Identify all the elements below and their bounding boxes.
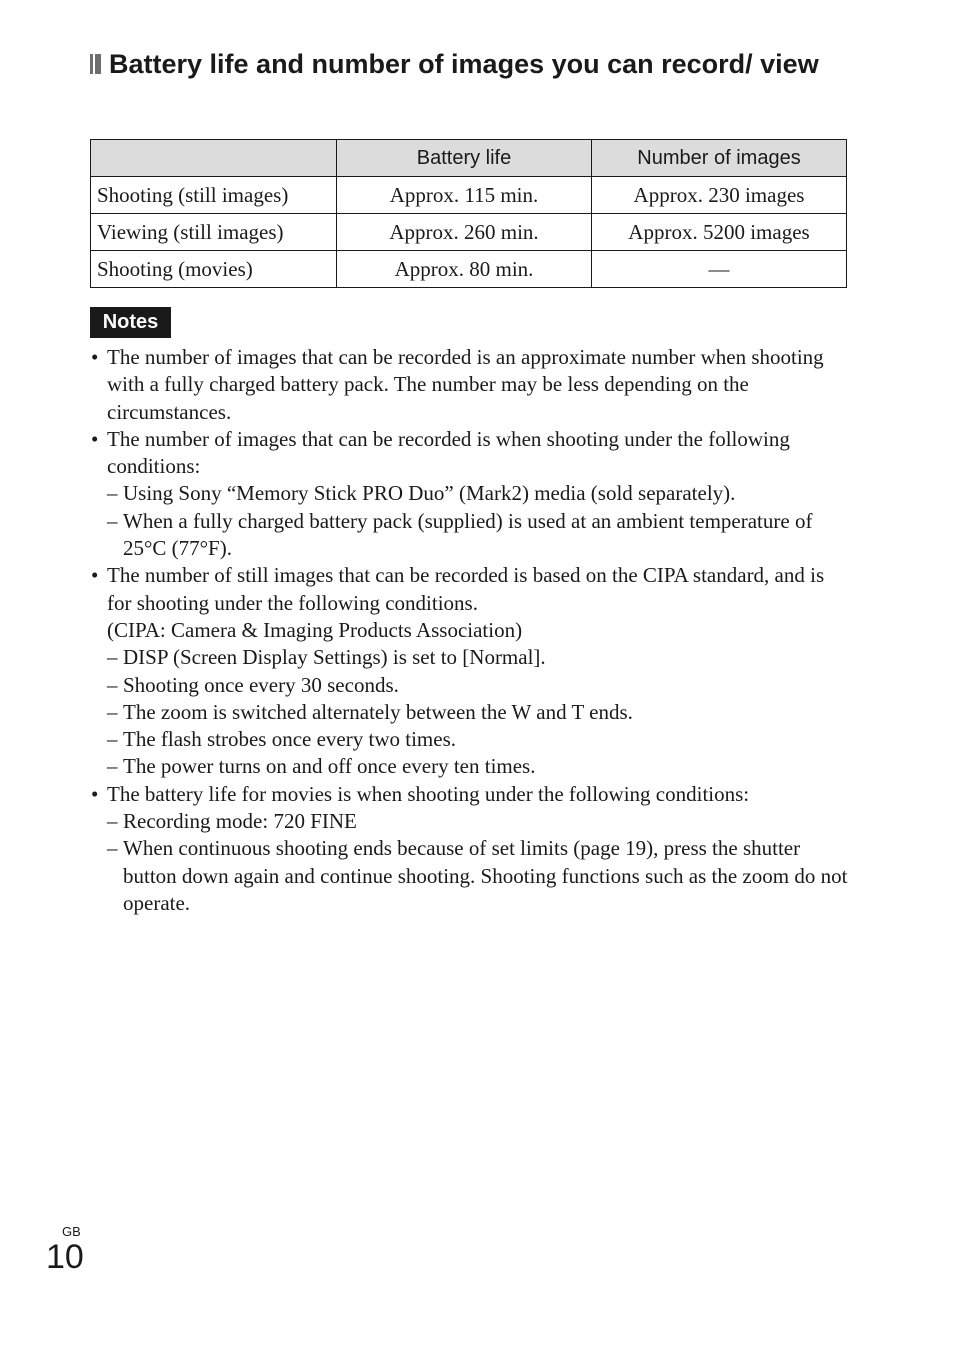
table-cell: Approx. 5200 images (592, 214, 847, 251)
note-item (90, 562, 850, 780)
table-cell: Approx. 230 images (592, 177, 847, 214)
page-region-label: GB (62, 1224, 81, 1239)
table-cell: Approx. 80 min. (337, 251, 592, 288)
dash-icon: – (107, 836, 118, 861)
sub-item (107, 508, 850, 563)
table-row (91, 214, 847, 251)
note-item (90, 344, 850, 426)
dash-icon: – (107, 727, 118, 752)
dash-icon: – (107, 672, 118, 697)
sub-item (107, 699, 850, 726)
table-header-row (91, 140, 847, 177)
note-text: The number of images that can be recorded is an approximate number when shooting with a fully charged battery pack. The number may be less depending on the circumstances. (107, 345, 824, 424)
table-header-cell: Battery life (337, 140, 592, 177)
sub-item (107, 835, 850, 917)
dash-icon: – (107, 481, 118, 506)
bullet-icon: • (91, 781, 99, 806)
dash-icon: – (107, 508, 118, 533)
table-cell: — (592, 251, 847, 288)
table-row (91, 177, 847, 214)
note-text: The number of images that can be recorded is when shooting under the following conditions: (107, 426, 790, 479)
sub-item (107, 644, 850, 671)
sub-item-text: The power turns on and off once every ten times. (123, 754, 536, 779)
sub-item-text: When continuous shooting ends because of set limits (page 19), press the shutter button down again and continue shooting. Shooting functions such as the zoom do not operate. (123, 836, 848, 915)
note-item (90, 781, 850, 917)
table-header-cell (91, 140, 337, 177)
table-cell: Approx. 260 min. (337, 214, 592, 251)
sub-item-text: DISP (Screen Display Settings) is set to [Normal]. (123, 645, 546, 670)
notes-list (90, 344, 850, 917)
notes-label: Notes (90, 307, 171, 338)
heading-title: Battery life and number of images you can record/ view (109, 49, 819, 79)
bullet-icon: • (91, 426, 99, 451)
bullet-icon: • (91, 345, 99, 369)
heading-marker-icon (90, 54, 101, 74)
table-header-cell: Number of images (592, 140, 847, 177)
note-item (90, 426, 850, 562)
sub-item (107, 480, 850, 507)
sub-item-text: The zoom is switched alternately between the W and T ends. (123, 699, 633, 724)
section-heading (90, 48, 850, 80)
note-text: The number of still images that can be recorded is based on the CIPA standard, and is for shooting under the following conditions. (107, 563, 825, 615)
dash-icon: – (107, 754, 118, 779)
sub-item (107, 808, 850, 835)
page-number: 10 (46, 1238, 84, 1276)
table-cell: Approx. 115 min. (337, 177, 592, 214)
sub-item-text: Recording mode: 720 FINE (123, 809, 357, 834)
sub-item-text: The flash strobes once every two times. (123, 727, 456, 752)
bullet-icon: • (91, 563, 99, 588)
table-row (91, 251, 847, 288)
sub-item-text: Using Sony “Memory Stick PRO Duo” (Mark2) media (sold separately). (123, 481, 736, 506)
battery-table (90, 139, 847, 288)
note-extra-text: (CIPA: Camera & Imaging Products Association) (107, 617, 523, 642)
dash-icon: – (107, 809, 118, 834)
table-cell: Shooting (movies) (91, 251, 337, 288)
table-cell: Shooting (still images) (91, 177, 337, 214)
dash-icon: – (107, 699, 118, 724)
dash-icon: – (107, 645, 118, 670)
sub-item (107, 753, 850, 780)
sub-item (107, 672, 850, 699)
note-text: The battery life for movies is when shooting under the following conditions: (107, 781, 750, 806)
sub-item-text: Shooting once every 30 seconds. (123, 672, 399, 697)
table-cell: Viewing (still images) (91, 214, 337, 251)
sub-item-text: When a fully charged battery pack (supplied) is used at an ambient temperature of 25°C (77°F). (123, 508, 813, 561)
sub-item (107, 726, 850, 753)
